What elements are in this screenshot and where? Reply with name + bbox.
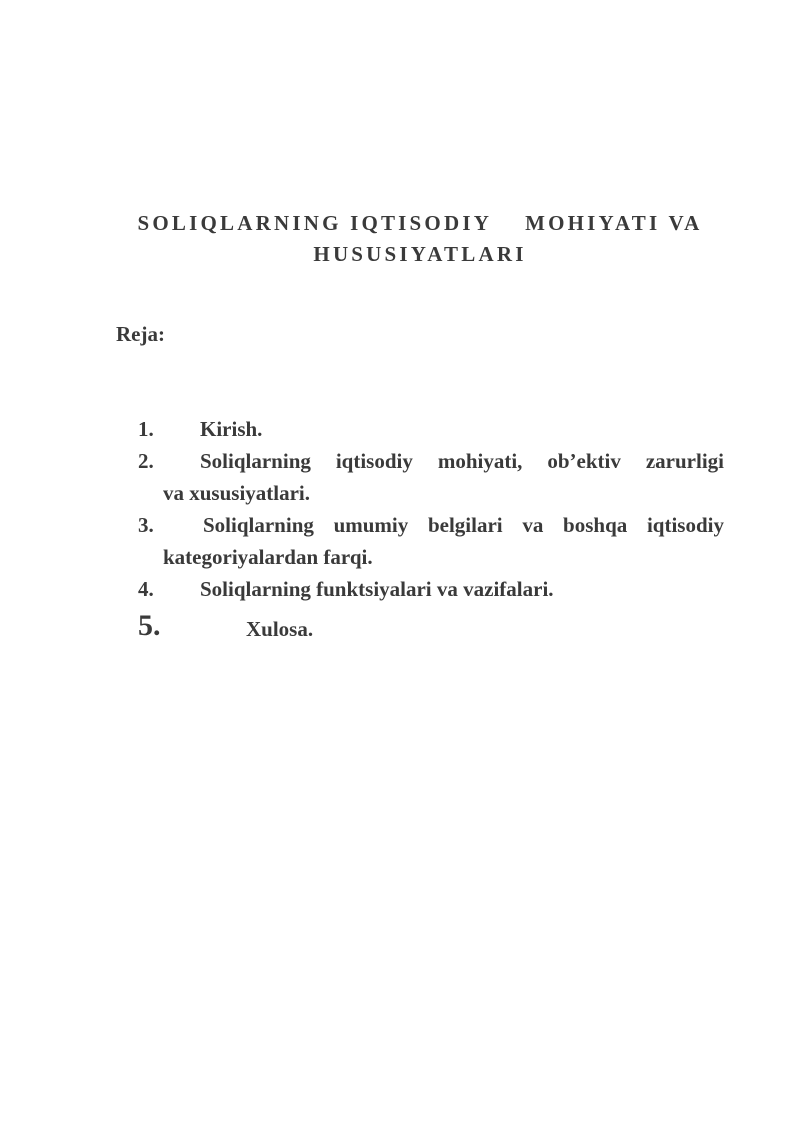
list-item-number: 2.: [138, 449, 154, 473]
list-item-text-line-1: Soliqlarning iqtisodiy mohiyati, ob’ektiv zarurligi: [200, 449, 724, 473]
list-item-text-line-1: Soliqlarning umumiy belgilari va boshqa iqtisodiy: [203, 513, 724, 537]
list-item-text-line-2: kategoriyalardan farqi.: [163, 545, 373, 569]
document-title: [110, 208, 730, 270]
list-item-number: 4.: [138, 577, 154, 601]
list-item-text: Xulosa.: [246, 617, 314, 641]
list-item-number: 3.: [138, 513, 154, 537]
list-item-text: Kirish.: [200, 417, 263, 441]
list-item-number: 5.: [138, 609, 161, 642]
list-item-text-line-2: va xususiyatlari.: [163, 481, 311, 505]
list-item: [138, 413, 724, 445]
plan-heading: Reja:: [116, 322, 165, 346]
list-item: [138, 573, 724, 605]
list-item: [138, 445, 724, 509]
title-line-1: SOLIQLARNING IQTISODIY MOHIYATI VA: [137, 211, 703, 235]
list-item-number: 1.: [138, 417, 154, 441]
list-item: [138, 609, 724, 645]
title-line-2: HUSUSIYATLARI: [313, 242, 527, 266]
list-item-text: Soliqlarning funktsiyalari va vazifalari.: [200, 577, 554, 601]
list-item: [138, 509, 724, 573]
